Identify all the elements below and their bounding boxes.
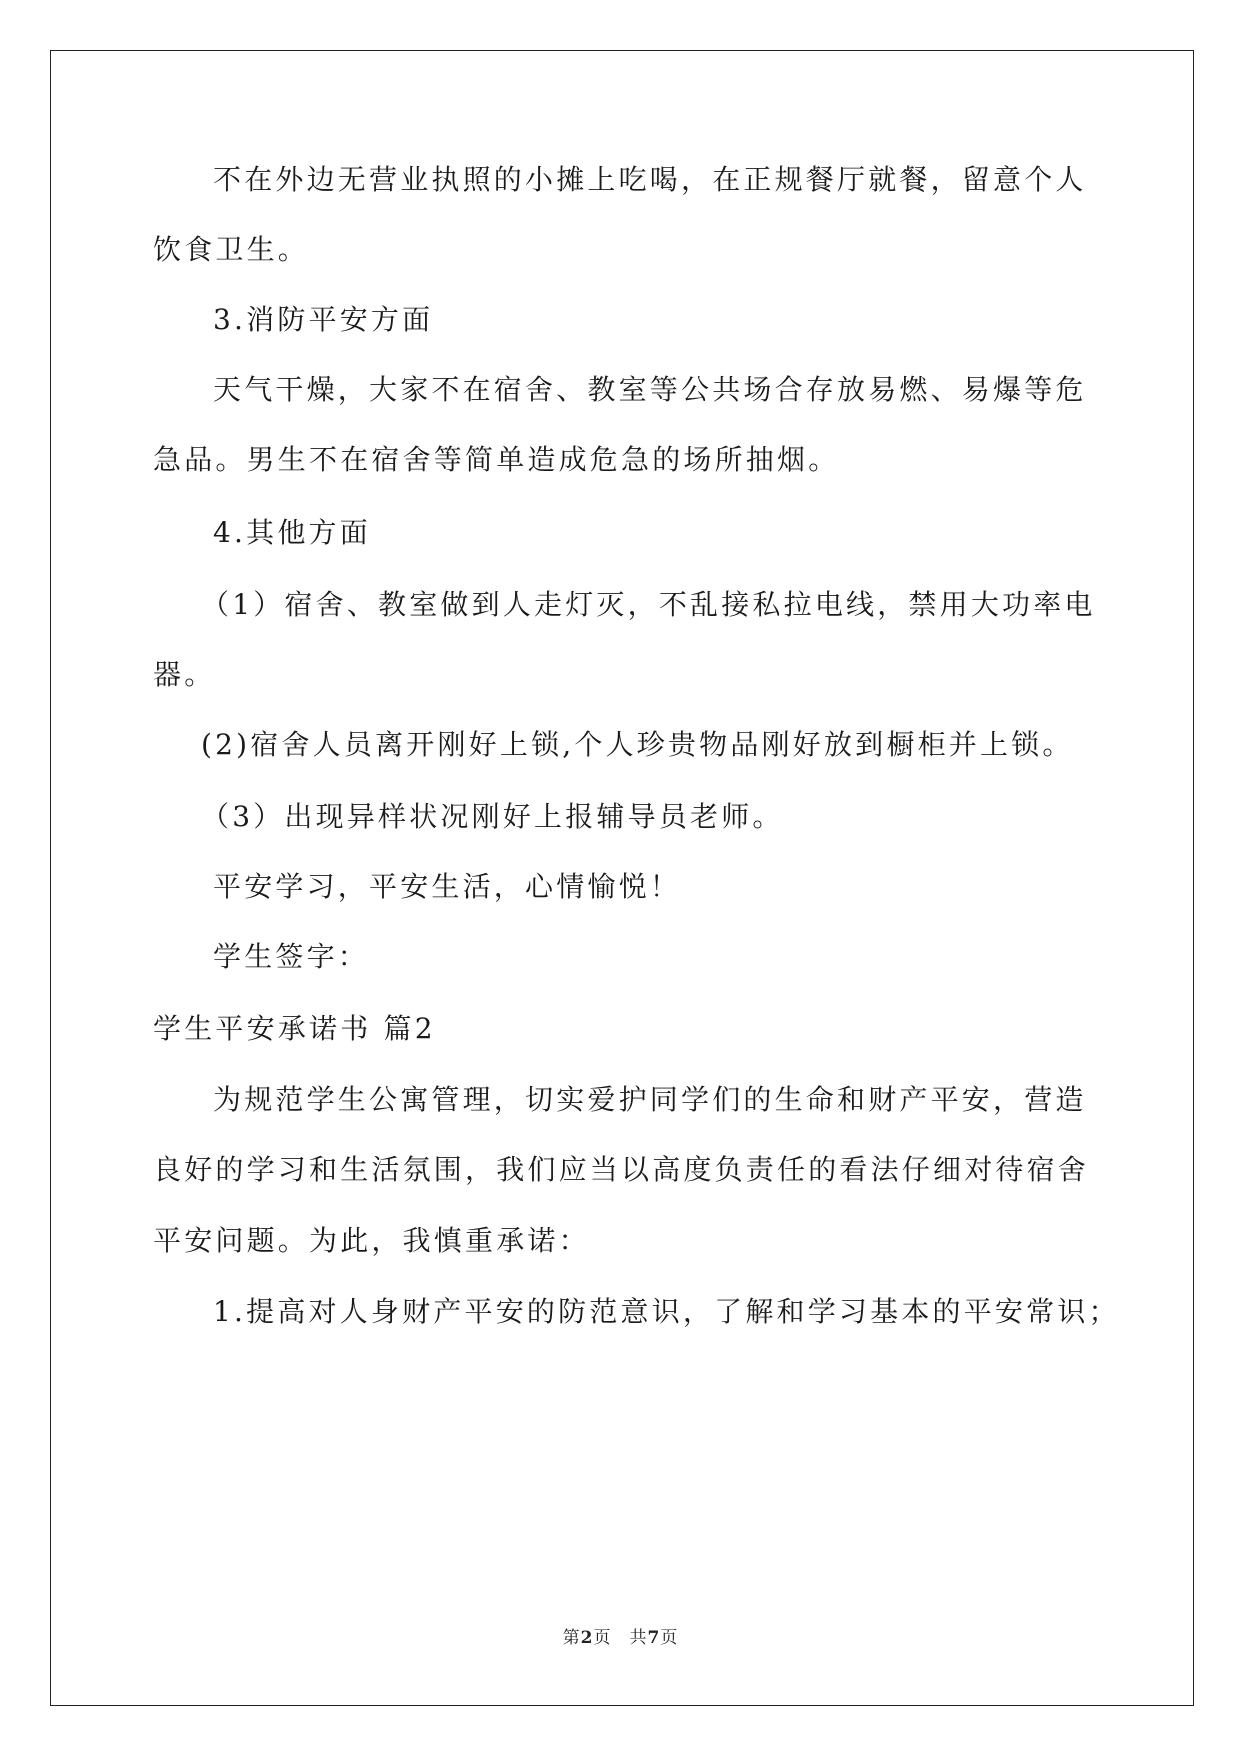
section-heading: 4.其他方面 bbox=[213, 516, 371, 549]
paragraph-line: 为规范学生公寓管理，切实爱护同学们的生命和财产平安，营造 bbox=[213, 1083, 1087, 1116]
page-prefix: 第 bbox=[562, 1628, 581, 1648]
paragraph-line: 良好的学习和生活氛围，我们应当以高度负责任的看法仔细对待宿舍 bbox=[153, 1153, 1090, 1186]
paragraph-line: 平安问题。为此，我慎重承诺： bbox=[153, 1224, 590, 1257]
paragraph-line: 饮食卫生。 bbox=[153, 233, 310, 266]
paragraph-line: 平安学习，平安生活，心情愉悦！ bbox=[213, 870, 682, 903]
page-suffix: 页 bbox=[660, 1628, 679, 1648]
page-current: 2 bbox=[580, 1628, 594, 1648]
paragraph-line: 天气干燥，大家不在宿舍、教室等公共场合存放易燃、易爆等危 bbox=[213, 373, 1087, 406]
paragraph-line: 1.提高对人身财产平安的防范意识，了解和学习基本的平安常识； bbox=[213, 1295, 1120, 1328]
paragraph-line: （3）出现异样状况刚好上报辅导员老师。 bbox=[201, 800, 784, 833]
paragraph-line: 不在外边无营业执照的小摊上吃喝，在正规餐厅就餐，留意个人 bbox=[213, 163, 1087, 196]
paragraph-line: 急品。男生不在宿舍等简单造成危急的场所抽烟。 bbox=[153, 443, 840, 476]
section-heading: 3.消防平安方面 bbox=[213, 303, 434, 336]
paragraph-line: （1）宿舍、教室做到人走灯灭，不乱接私拉电线，禁用大功率电 bbox=[201, 588, 1096, 621]
page-total: 7 bbox=[647, 1628, 661, 1648]
paragraph-line: 器。 bbox=[153, 658, 216, 691]
page-mid: 页 共 bbox=[593, 1628, 648, 1648]
paragraph-line: (2)宿舍人员离开刚好上锁,个人珍贵物品刚好放到橱柜并上锁。 bbox=[201, 728, 1074, 761]
signature-label: 学生签字： bbox=[213, 940, 370, 973]
page-footer bbox=[0, 1626, 1241, 1650]
section-title: 学生平安承诺书 篇2 bbox=[153, 1012, 436, 1045]
